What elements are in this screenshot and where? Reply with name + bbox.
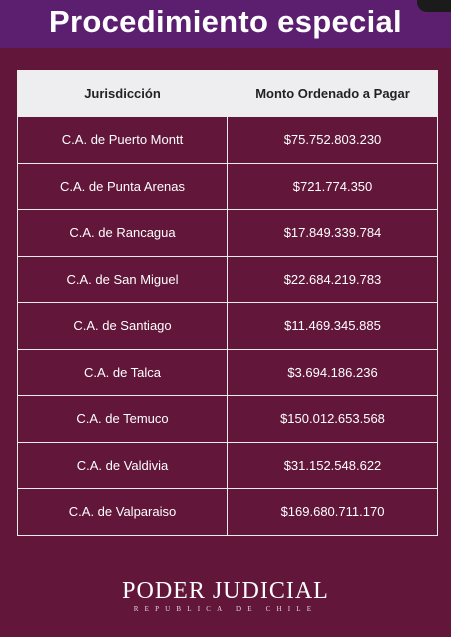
table-header-row xyxy=(18,71,438,117)
jurisdiction-cell: C.A. de Santiago xyxy=(18,303,228,350)
jurisdiction-cell: C.A. de San Miguel xyxy=(18,256,228,303)
amount-cell: $22.684.219.783 xyxy=(228,256,438,303)
brand-subtitle: REPUBLICA DE CHILE xyxy=(133,605,318,613)
jurisdiction-cell: C.A. de Temuco xyxy=(18,396,228,443)
jurisdiction-cell: C.A. de Valdivia xyxy=(18,442,228,489)
amount-cell: $75.752.803.230 xyxy=(228,117,438,164)
column-header-jurisdiccion: Jurisdicción xyxy=(18,71,228,117)
amount-cell: $31.152.548.622 xyxy=(228,442,438,489)
table-row xyxy=(18,396,438,443)
jurisdiction-cell: C.A. de Punta Arenas xyxy=(18,163,228,210)
corner-tab xyxy=(417,0,451,12)
table-row xyxy=(18,256,438,303)
jurisdiction-cell: C.A. de Puerto Montt xyxy=(18,117,228,164)
jurisdiction-cell: C.A. de Talca xyxy=(18,349,228,396)
table-row xyxy=(18,163,438,210)
amount-cell: $3.694.186.236 xyxy=(228,349,438,396)
table-row xyxy=(18,442,438,489)
amount-cell: $169.680.711.170 xyxy=(228,489,438,536)
amounts-table xyxy=(17,70,438,536)
jurisdiction-cell: C.A. de Valparaiso xyxy=(18,489,228,536)
title-banner xyxy=(0,0,451,48)
jurisdiction-cell: C.A. de Rancagua xyxy=(18,210,228,257)
table-row xyxy=(18,117,438,164)
amount-cell: $17.849.339.784 xyxy=(228,210,438,257)
amount-cell: $150.012.653.568 xyxy=(228,396,438,443)
amounts-table-container xyxy=(17,70,438,536)
amount-cell: $11.469.345.885 xyxy=(228,303,438,350)
table-row xyxy=(18,349,438,396)
page-title: Procedimiento especial xyxy=(49,4,402,39)
brand-name: PODER JUDICIAL xyxy=(122,578,329,604)
column-header-monto: Monto Ordenado a Pagar xyxy=(228,71,438,117)
table-row xyxy=(18,489,438,536)
footer-logo xyxy=(0,578,451,613)
table-row xyxy=(18,303,438,350)
table-row xyxy=(18,210,438,257)
amount-cell: $721.774.350 xyxy=(228,163,438,210)
